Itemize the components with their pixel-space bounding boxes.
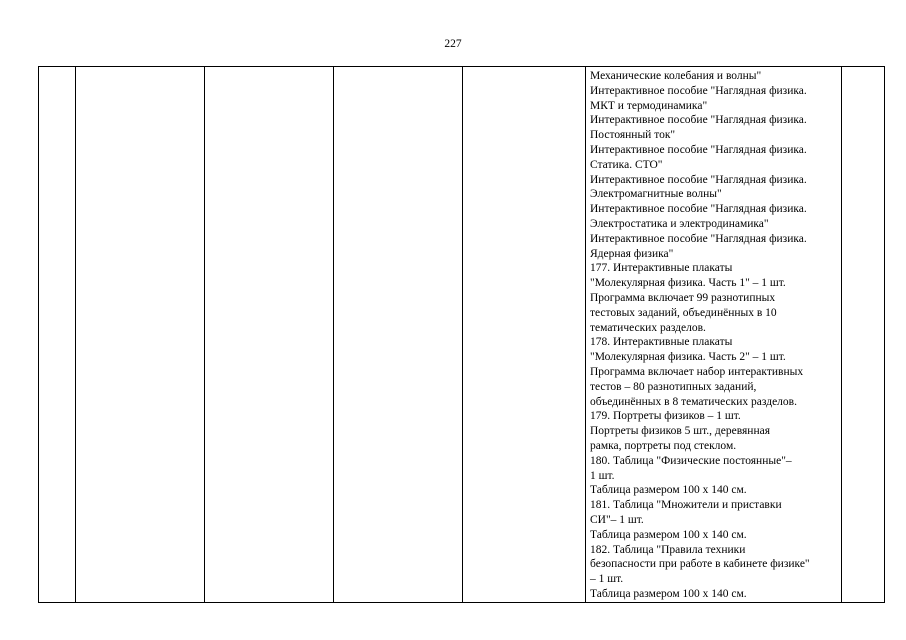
description-line: Интерактивное пособие "Наглядная физика. — [590, 173, 807, 186]
description-line: Ядерная физика" — [590, 247, 674, 260]
description-line: 177. Интерактивные плакаты — [590, 262, 733, 275]
description-line: Механические колебания и волны" — [590, 70, 762, 82]
table-cell-col4 — [334, 67, 463, 603]
table-cell-col5 — [463, 67, 586, 603]
description-line: Программа включает 99 разнотипных — [590, 291, 776, 304]
description-line: "Молекулярная физика. Часть 2" – 1 шт. — [590, 351, 786, 364]
description-line: 180. Таблица "Физические постоянные"– — [590, 454, 792, 467]
table-cell-col7 — [842, 67, 885, 603]
description-line: – 1 шт. — [590, 573, 624, 586]
description-line: Статика. СТО" — [590, 158, 663, 171]
description-line: 1 шт. — [590, 469, 615, 482]
description-line: 178. Интерактивные плакаты — [590, 336, 733, 349]
table-row — [39, 67, 885, 603]
description-line: Интерактивное пособие "Наглядная физика. — [590, 84, 807, 97]
description-line: Интерактивное пособие "Наглядная физика. — [590, 232, 807, 245]
description-line: безопасности при работе в кабинете физике" — [590, 558, 810, 571]
description-line: Электростатика и электродинамика" — [590, 217, 769, 230]
description-line: Таблица размером 100 х 140 см. — [590, 484, 747, 497]
description-line: Электромагнитные волны" — [590, 188, 722, 201]
description-line: "Молекулярная физика. Часть 1" – 1 шт. — [590, 277, 786, 290]
description-line: 179. Портреты физиков – 1 шт. — [590, 410, 741, 423]
table-cell-col3 — [205, 67, 334, 603]
description-line: рамка, портреты под стеклом. — [590, 439, 737, 452]
description-line: СИ"– 1 шт. — [590, 513, 644, 526]
description-line: 182. Таблица "Правила техники — [590, 543, 746, 556]
description-line: тестовых заданий, объединённых в 10 — [590, 306, 777, 319]
description-line: Интерактивное пособие "Наглядная физика. — [590, 203, 807, 216]
description-line: объединённых в 8 тематических разделов. — [590, 395, 797, 408]
description-line: Постоянный ток" — [590, 129, 676, 142]
table-cell-col2 — [76, 67, 205, 603]
equipment-description — [586, 67, 841, 602]
table-cell-col1 — [39, 67, 76, 603]
description-line: тематических разделов. — [590, 321, 706, 334]
table-cell-description — [586, 67, 842, 603]
description-line: МКТ и термодинамика" — [590, 99, 708, 112]
page-number: 227 — [444, 38, 462, 50]
description-line: 181. Таблица "Множители и приставки — [590, 499, 782, 512]
description-line: Интерактивное пособие "Наглядная физика. — [590, 143, 807, 156]
description-line: тестов – 80 разнотипных заданий, — [590, 380, 757, 393]
description-line: Программа включает набор интерактивных — [590, 365, 804, 378]
description-line: Интерактивное пособие "Наглядная физика. — [590, 114, 807, 127]
description-line: Портреты физиков 5 шт., деревянная — [590, 425, 771, 438]
document-table — [38, 66, 885, 603]
description-line: Таблица размером 100 х 140 см. — [590, 587, 747, 600]
description-line: Таблица размером 100 х 140 см. — [590, 528, 747, 541]
